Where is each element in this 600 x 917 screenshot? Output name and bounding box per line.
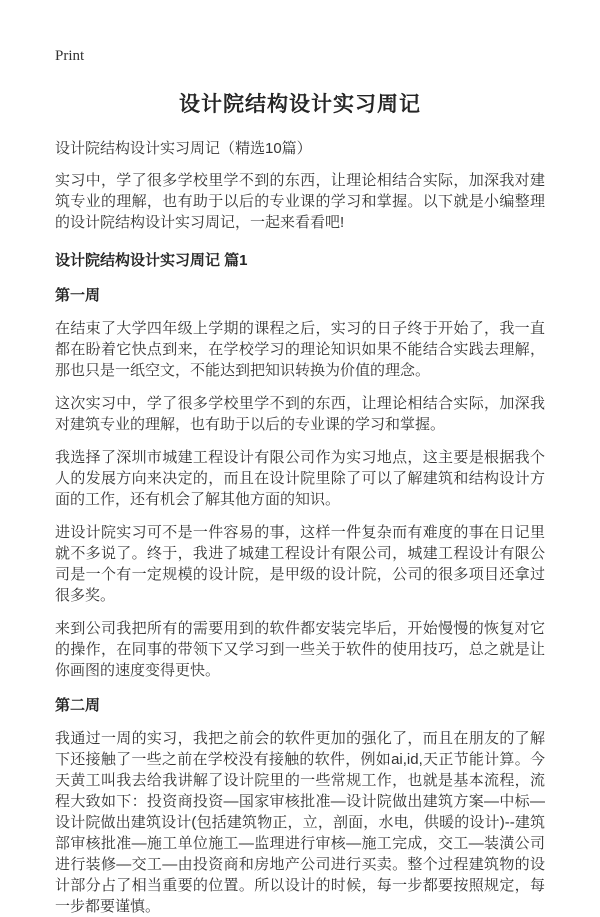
week-1-paragraph-4: 进设计院实习可不是一件容易的事，这样一件复杂而有难度的事在日记里就不多说了。终于，我进了城建工程设计有限公司，城建工程设计有限公司是一个有一定规模的设计院，是甲级的设计院，公司的很多项目还拿过很多奖。 [55,524,545,604]
page-title: 设计院结构设计实习周记 [179,93,421,116]
week-1-heading: 第一周 [55,287,101,304]
print-button[interactable]: Print [55,48,85,64]
document-subtitle: 设计院结构设计实习周记（精选10篇） [55,140,312,157]
week-2-paragraph-1: 我通过一周的实习，我把之前会的软件更加的强化了，而且在朋友的了解下还接触了一些之前在学校没有接触的软件，例如ai,id,天正节能计算。今天黄工叫我去给我讲解了设计院里的一些常规工作，也就是基本流程，流程大致如下：投资商投资—国家审核批准—设计院做出建筑方案—中标—设计院做出建筑设计(包括建筑物正，立，剖面，水电，供暖的设计)--建筑部审核批准—施工单位施工—监理进行审核—施工完成，交工—装潢公司进行装修—交工—由投资商和房地产公司进行买卖。整个过程建筑物的设计部分占了相当重要的位置。所以设计的时候，每一步都要按照规定，每一步都要谨慎。 [55,730,545,915]
intro-paragraph: 实习中，学了很多学校里学不到的东西，让理论相结合实际，加深我对建筑专业的理解，也有助于以后的专业课的学习和掌握。以下就是小编整理的设计院结构设计实习周记，一起来看看吧! [55,172,545,231]
week-1-paragraph-3: 我选择了深圳市城建工程设计有限公司作为实习地点，这主要是根据我个人的发展方向来决定的，而且在设计院里除了可以了解建筑和结构设计方面的工作，还有机会了解其他方面的知识。 [55,449,545,508]
week-1-paragraph-1: 在结束了大学四年级上学期的课程之后，实习的日子终于开始了，我一直都在盼着它快点到来，在学校学习的理论知识如果不能结合实践去理解，那也只是一纸空文，不能达到把知识转换为价值的理念。 [55,320,545,379]
week-2-heading: 第二周 [55,697,101,714]
week-1-paragraph-5: 来到公司我把所有的需要用到的软件都安装完毕后，开始慢慢的恢复对它的操作，在同事的带领下又学习到一些关于软件的使用技巧，总之就是让你画图的速度变得更快。 [55,620,545,679]
week-1-paragraph-2: 这次实习中，学了很多学校里学不到的东西，让理论相结合实际，加深我对建筑专业的理解，也有助于以后的专业课的学习和掌握。 [55,395,545,433]
article-1-heading: 设计院结构设计实习周记 篇1 [55,252,248,269]
